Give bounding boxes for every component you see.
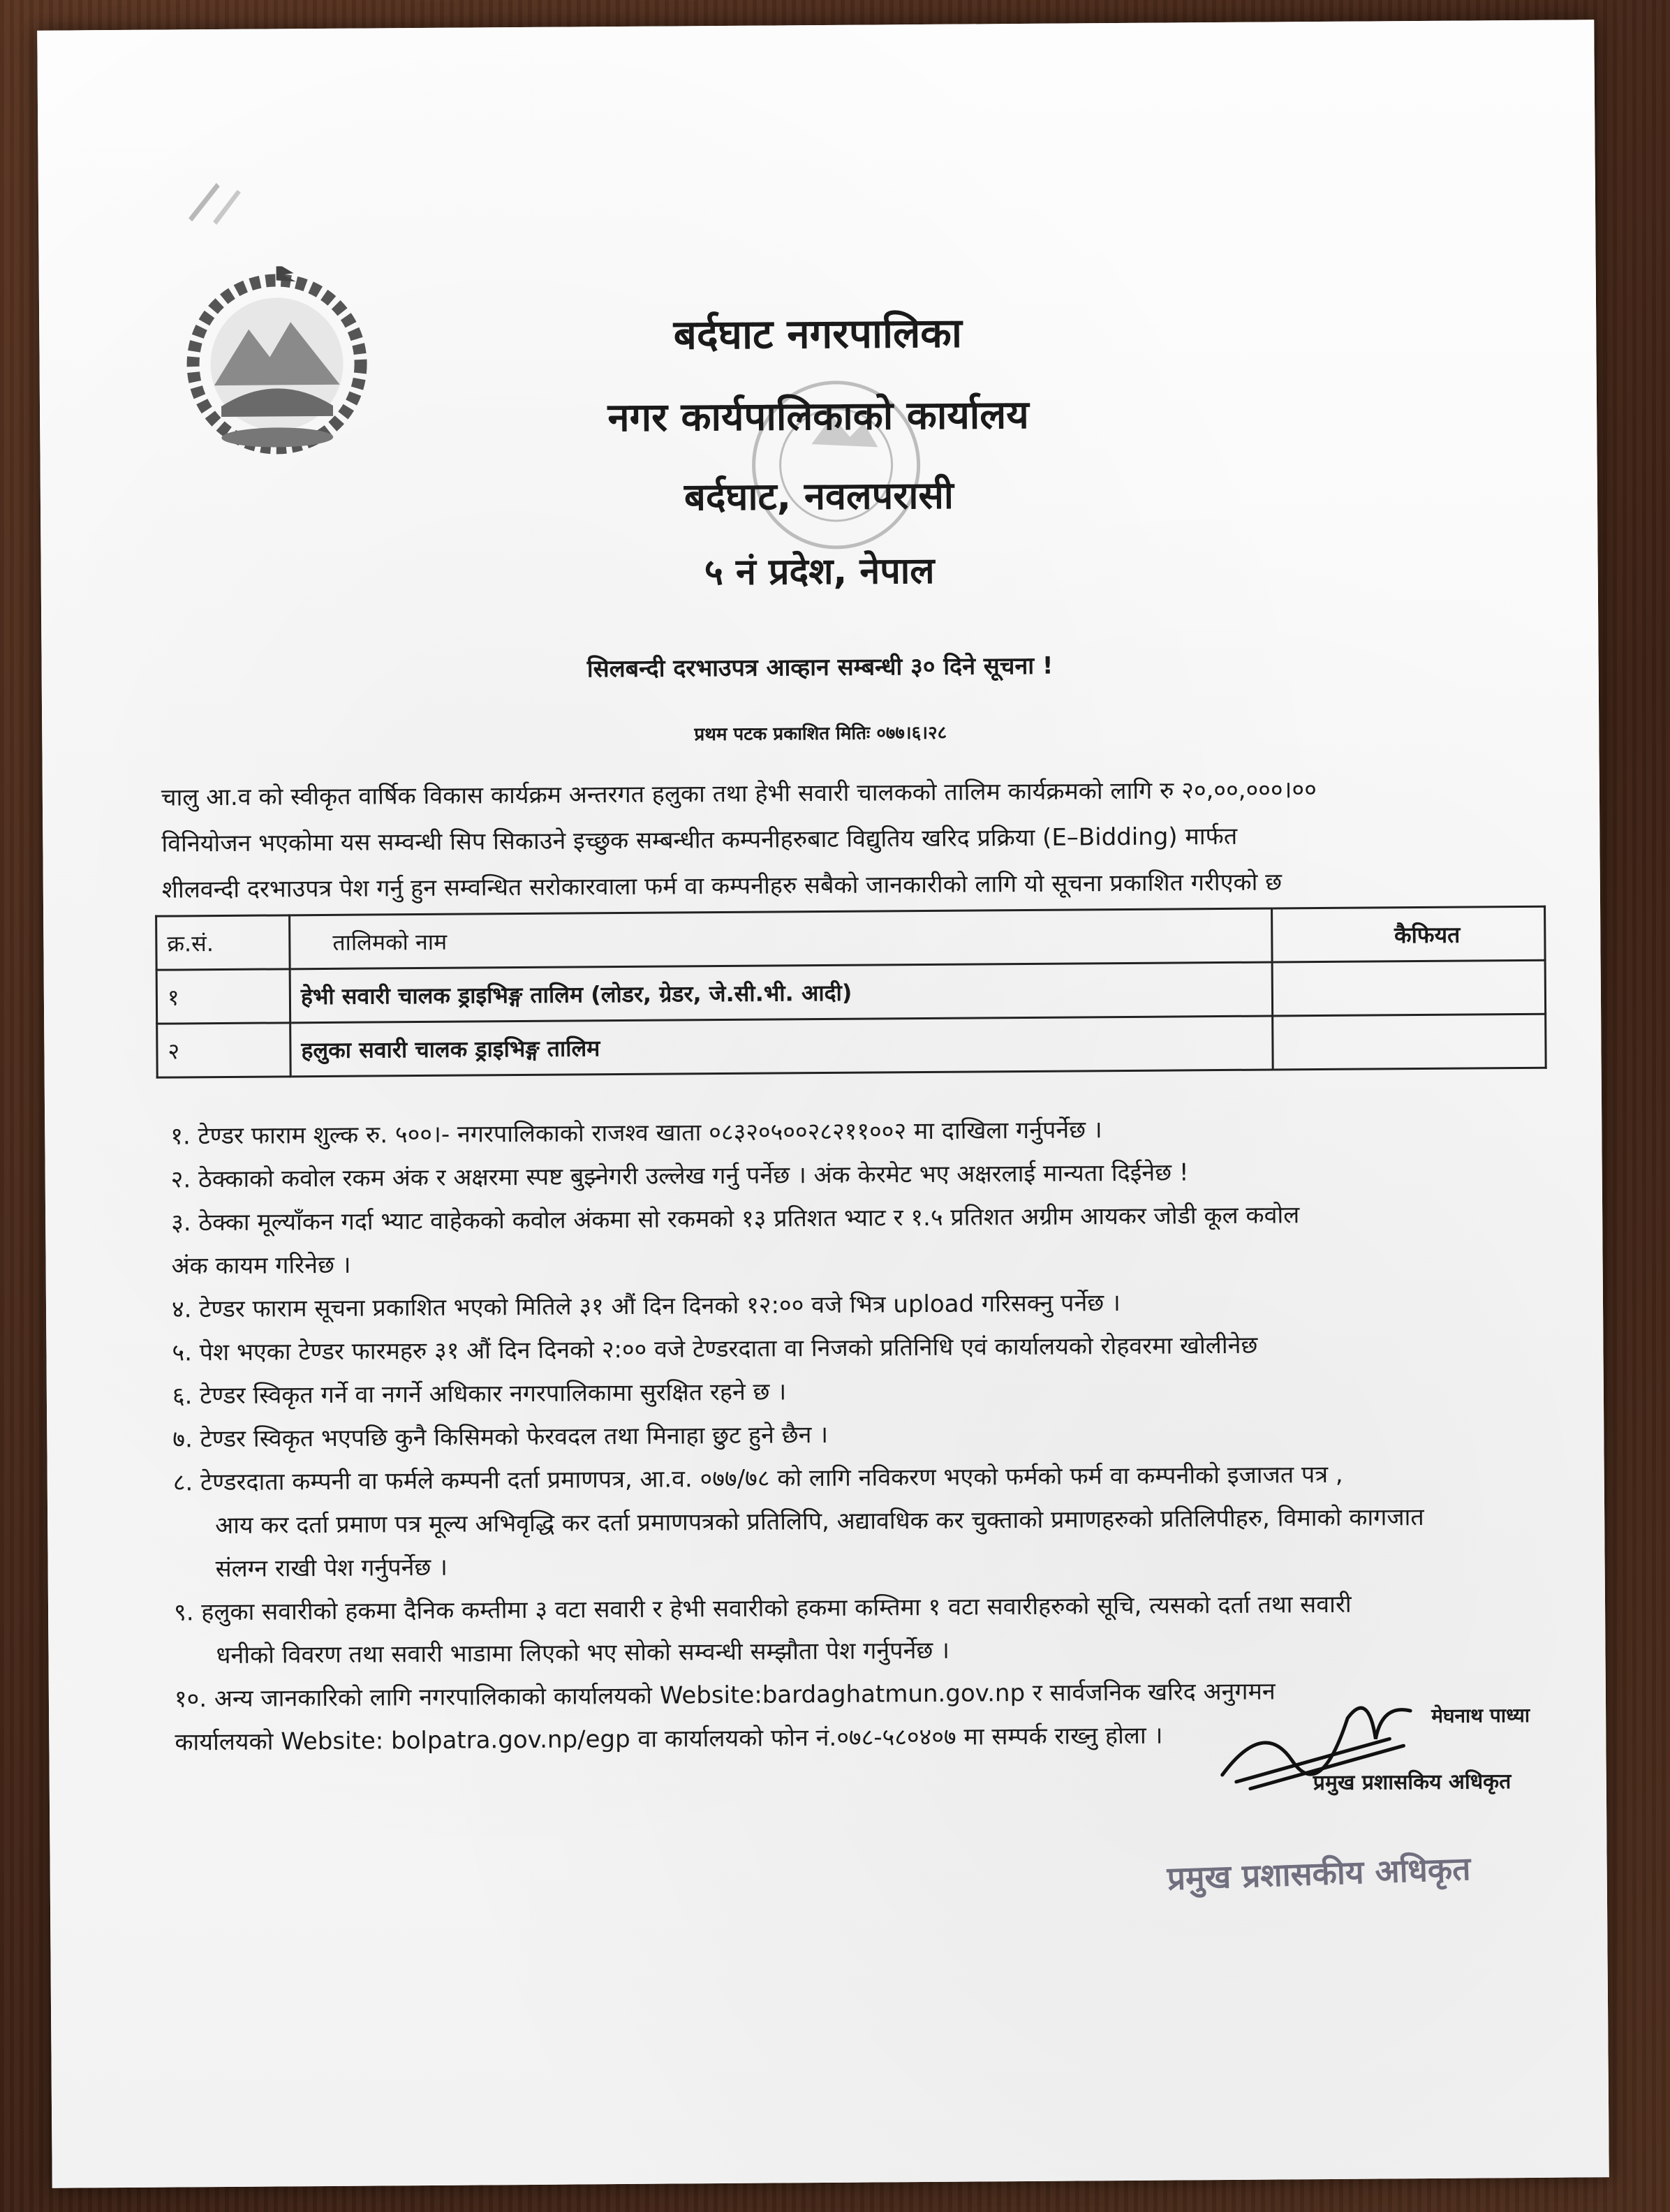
intro-line: चालु आ.व को स्वीकृत वार्षिक विकास कार्यक्रम अन्तरगत हलुका तथा हेभी सवारी चालकको तालिम कार्यक्रमको लागि रु २०,००,०००।००: [161, 776, 1317, 812]
notice-paper: [37, 20, 1609, 2188]
condition-item: ८. टेण्डरदाता कम्पनी वा फर्मले कम्पनी दर्ता प्रमाणपत्र, आ.व. ०७७/७८ को लागि नविकरण भएको फर्मको फर्म वा कम्पनीको इजाजत पत्र ,: [172, 1460, 1343, 1497]
row-remarks: [1273, 1014, 1546, 1070]
condition-item: १०. अन्य जानकारिको लागि नगरपालिकाको कार्यालयको Website:bardaghatmun.gov.np र सार्वजनिक खरिद अनुगमन: [174, 1677, 1276, 1713]
row-training-name: हलुका सवारी चालक ड्राइभिङ्ग तालिम: [290, 1016, 1273, 1077]
intro-paragraph: [161, 772, 1317, 905]
condition-item: ९. हलुका सवारीको हकमा दैनिक कम्तीमा ३ वटा सवारी र हेभी सवारीको हकमा कम्तिमा १ वटा सवारीहरुको सूचि, त्यसको दर्ता तथा सवारी: [173, 1590, 1352, 1627]
publish-date: प्रथम पटक प्रकाशित मितिः ०७७।६।२८: [694, 722, 947, 746]
office-name: नगर कार्यपालिकाको कार्यालय: [607, 392, 1029, 441]
training-table: [155, 906, 1547, 1079]
condition-item: संलग्न राखी पेश गर्नुपर्नेछ ।: [215, 1553, 448, 1584]
condition-item: अंक कायम गरिनेछ ।: [171, 1251, 351, 1281]
conditions-list: [170, 1110, 1426, 1757]
table-row: [156, 960, 1545, 1024]
header-sn: क्र.सं.: [156, 915, 290, 970]
header-training-name: तालिमको नाम: [290, 908, 1273, 969]
header-remarks: कैफियत: [1272, 906, 1546, 962]
condition-item: ३. ठेक्का मूल्याँकन गर्दा भ्याट वाहेकको कवोल अंकमा सो रकमको १३ प्रतिशत भ्याट र १.५ प्रतिशत अग्रीम आयकर जोडी कूल कवोल: [171, 1201, 1300, 1237]
condition-item: ७. टेण्डर स्विकृत भएपछि कुनै किसिमको फेरवदल तथा मिनाहा छुट हुने छैन ।: [172, 1420, 829, 1454]
municipality-name: बर्दघाट नगरपालिका: [673, 309, 963, 359]
row-sn: १: [156, 969, 290, 1024]
condition-item: आय कर दर्ता प्रमाण पत्र मूल्य अभिवृद्धि कर दर्ता प्रमाणपत्रको प्रतिलिपि, अद्यावधिक कर चुक्ताको प्रमाणहरुको प्रतिलिपीहरु, विमाको कागजात: [215, 1503, 1424, 1540]
signatory-title: प्रमुख प्रशासकिय अधिकृत: [1313, 1769, 1512, 1796]
row-sn: २: [157, 1023, 291, 1077]
condition-item: १. टेण्डर फाराम शुल्क रु. ५००।- नगरपालिकाको राजश्व खाता ०८३२०५००२८२११००२ मा दाखिला गर्नुपर्नेछ ।: [170, 1116, 1102, 1151]
office-location: बर्दघाट, नवलपरासी: [683, 473, 954, 519]
condition-item: ५. पेश भएका टेण्डर फारमहरु ३१ औं दिन दिनको २:०० वजे टेण्डरदाता वा निजको प्रतिनिधि एवं कार्यालयको रोहवरमा खोलीनेछ: [172, 1331, 1258, 1367]
table-header-row: [156, 906, 1545, 970]
intro-line: विनियोजन भएकोमा यस सम्वन्धी सिप सिकाउने इच्छुक सम्बन्धीत कम्पनीहरुबाट विद्युतिय खरिद प्रक्रिया (E–Bidding) मार्फत: [161, 822, 1238, 858]
designation-stamp: प्रमुख प्रशासकीय अधिकृत: [1166, 1849, 1472, 1898]
condition-item: धनीको विवरण तथा सवारी भाडामा लिएको भए सोको सम्वन्धी सम्झौता पेश गर्नुपर्नेछ ।: [216, 1636, 950, 1670]
row-remarks: [1272, 960, 1546, 1016]
staple-icon: [178, 169, 256, 233]
table-row: [157, 1014, 1546, 1077]
signatory-name: मेघनाथ पाध्या: [1431, 1703, 1530, 1727]
notice-title: सिलबन्दी दरभाउपत्र आव्हान सम्बन्धी ३० दिने सूचना !: [586, 651, 1054, 684]
province-name: ५ नं प्रदेश, नेपाल: [704, 550, 935, 594]
condition-item: कार्यालयको Website: bolpatra.gov.np/egp वा कार्यालयको फोन नं.०७८-५८०४०७ मा सम्पर्क राख्नु होला ।: [175, 1721, 1163, 1757]
condition-item: ४. टेण्डर फाराम सूचना प्रकाशित भएको मितिले ३१ औं दिन दिनको १२:०० वजे भित्र upload गरिसक्नु पर्नेछ ।: [171, 1289, 1121, 1324]
row-training-name: हेभी सवारी चालक ड्राइभिङ्ग तालिम (लोडर, ग्रेडर, जे.सी.भी. आदी): [290, 962, 1273, 1023]
condition-item: २. ठेक्काको कवोल रकम अंक र अक्षरमा स्पष्ट बुझ्नेगरी उल्लेख गर्नु पर्नेछ । अंक केरमेट भए अक्षरलाई मान्यता दिईनेछ !: [170, 1158, 1189, 1194]
condition-item: ६. टेण्डर स्विकृत गर्ने वा नगर्ने अधिकार नगरपालिकामा सुरक्षित रहने छ ।: [172, 1378, 787, 1410]
intro-line: शीलवन्दी दरभाउपत्र पेश गर्नु हुन सम्वन्धित सरोकारवाला फर्म वा कम्पनीहरु सबैको जानकारीको लागि यो सूचना प्रकाशित गरीएको छ: [161, 868, 1283, 904]
